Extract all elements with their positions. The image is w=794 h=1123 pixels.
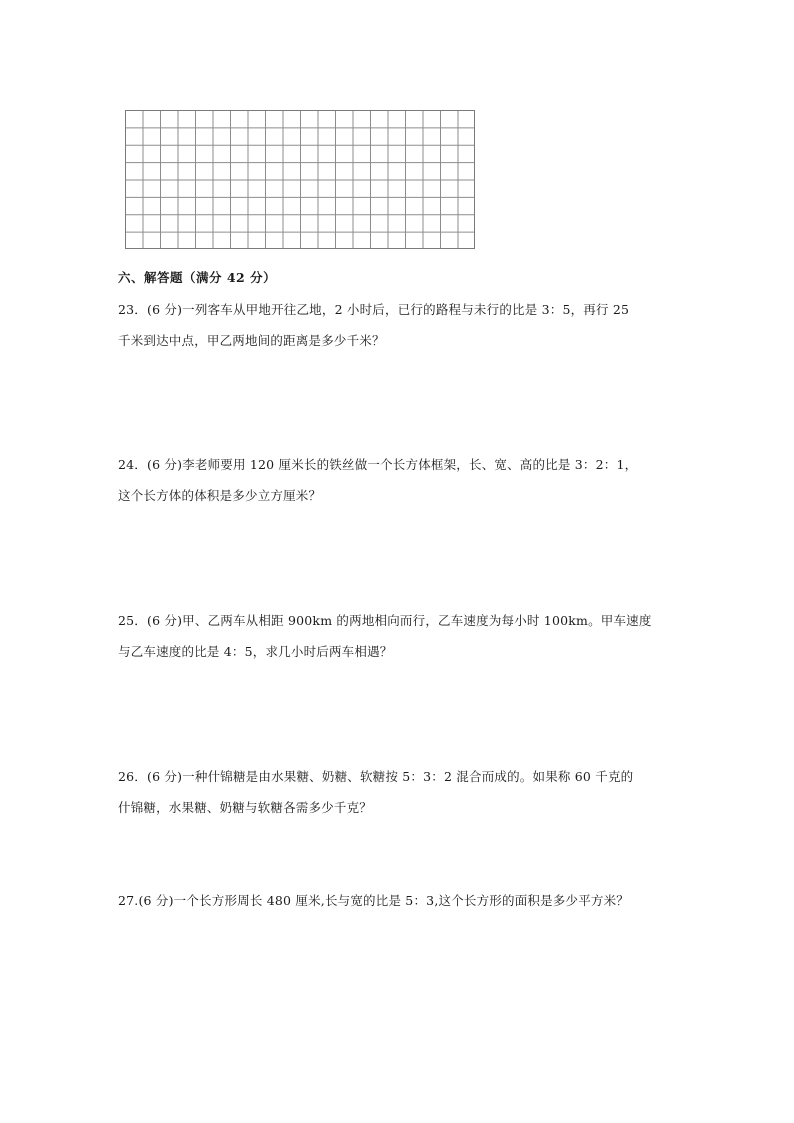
question-23-line-1: 23．(6 分)一列客车从甲地开往乙地，2 小时后，已行的路程与未行的比是 3：5，再行 25 bbox=[118, 302, 630, 317]
question-25 bbox=[118, 605, 678, 667]
question-25-line-2: 与乙车速度的比是 4：5，求几小时后两车相遇？ bbox=[118, 644, 393, 659]
question-24-line-2: 这个长方体的体积是多少立方厘米？ bbox=[118, 488, 322, 503]
question-23-line-2: 千米到达中点，甲乙两地间的距离是多少千米？ bbox=[118, 333, 385, 348]
question-24-line-1: 24．(6 分)李老师要用 120 厘米长的铁丝做一个长方体框架，长、宽、高的比是 3：2：1， bbox=[118, 457, 638, 472]
question-26-line-1: 26．(6 分)一种什锦糖是由水果糖、奶糖、软糖按 5：3：2 混合而成的。如果称 60 千克的 bbox=[118, 769, 634, 784]
question-26 bbox=[118, 761, 678, 823]
question-24 bbox=[118, 449, 678, 511]
question-26-line-2: 什锦糖，水果糖、奶糖与软糖各需多少千克？ bbox=[118, 800, 373, 815]
question-27 bbox=[118, 885, 678, 916]
question-27-line-1: 27.(6 分)一个长方形周长 480 厘米,长与宽的比是 5：3,这个长方形的面积是多少平方米？ bbox=[118, 893, 629, 908]
square-grid bbox=[125, 110, 475, 249]
section-title: 六、解答题（满分 42 分） bbox=[118, 270, 277, 285]
question-23 bbox=[118, 294, 678, 356]
question-25-line-1: 25．(6 分)甲、乙两车从相距 900km 的两地相向而行，乙车速度为每小时 100km。甲车速度 bbox=[118, 613, 652, 628]
